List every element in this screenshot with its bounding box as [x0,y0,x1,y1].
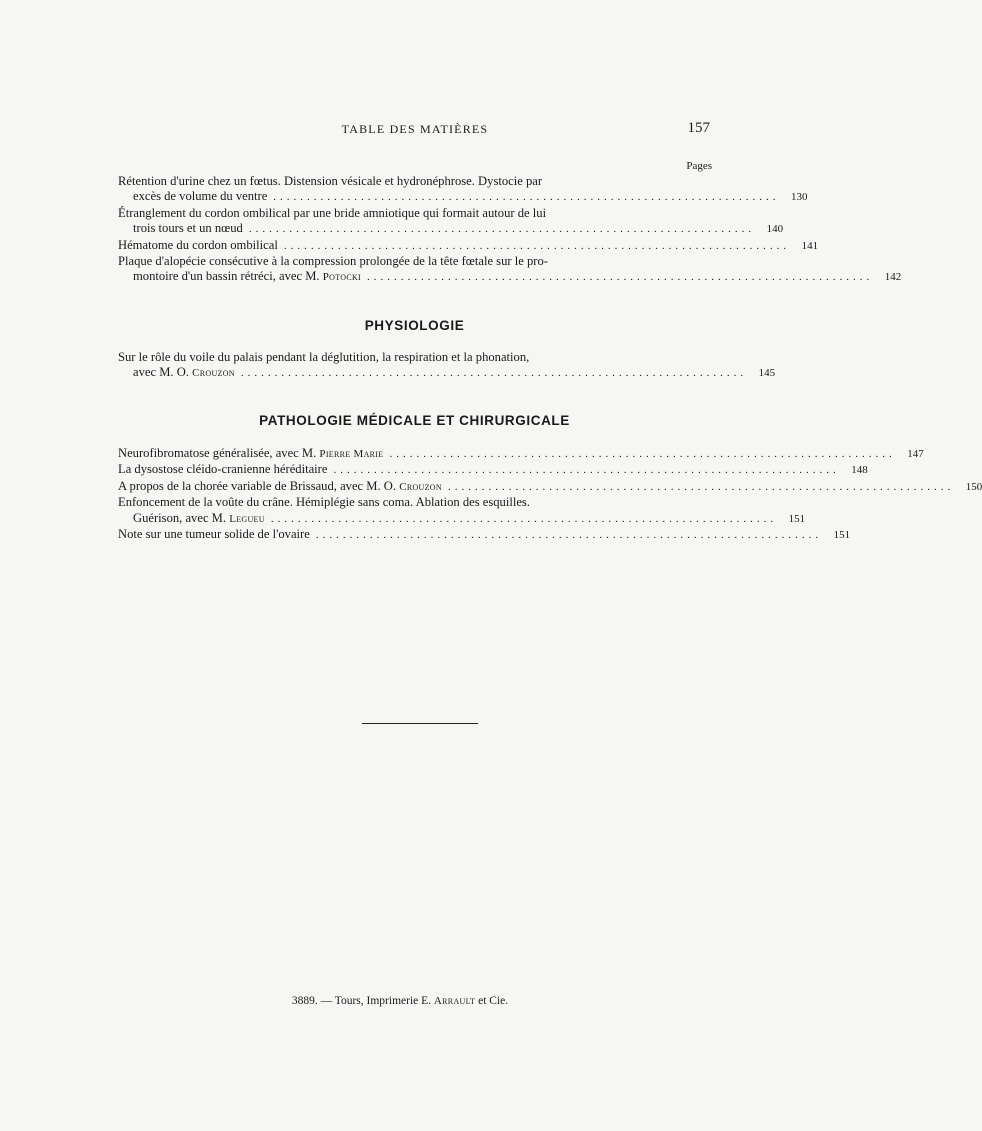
dot-leader: ........................................................................... [333,464,840,477]
dot-leader: ........................................................................... [283,239,791,252]
toc-entry-text: excès de volume du ventre [133,189,268,204]
dot-leader: ........................................................................... [447,480,955,493]
toc-page-number: 130 [791,191,808,204]
toc-page-number: 151 [833,529,851,542]
toc-entry-text: Étranglement du cordon ombilical par une bride amniotique qui formait autour de lui [118,205,547,220]
toc-entry [118,350,776,382]
pages-column-label: Pages [686,160,712,172]
dot-leader: ........................................................................... [270,512,778,525]
section-heading-pathologie: PATHOLOGIE MÉDICALE ET CHIRURGICALE [259,413,570,428]
toc-entry-text: Neurofibromatose généralisée, avec M. [118,446,317,460]
running-title: TABLE DES MATIÈRES [341,122,489,136]
dot-leader: ........................................................................... [389,448,896,460]
toc-entry-text: Plaque d'alopécie consécutive à la compression prolongée de la tête fœtale sur le pro- [118,254,548,269]
toc-entry [118,254,902,286]
imprint-text: 3889. — Tours, Imprimerie E. [291,995,432,1007]
toc-entry [118,174,808,206]
author-name: Crouzon [192,367,235,380]
toc-entry-text: trois tours et un nœud [133,221,243,236]
printer-imprint [0,995,800,1007]
author-name: Crouzon [399,480,442,493]
dot-leader: ........................................................................... [240,367,748,380]
toc-entry-text: avec M. O. [133,365,189,380]
toc-block-physiologie [118,350,776,382]
toc-entry [118,237,819,254]
toc-page-number: 147 [907,448,924,460]
printer-name: Arrault [433,995,476,1007]
page-number: 157 [687,120,710,136]
toc-entry [118,478,982,495]
toc-page-number: 148 [851,464,868,477]
toc-entry [118,462,868,478]
toc-entry-text: Hématome du cordon ombilical [118,237,278,252]
imprint-text: et Cie. [478,995,509,1007]
dot-leader: ........................................................................... [367,271,874,284]
section-heading-physiologie: PHYSIOLOGIE [364,318,465,333]
dot-leader: ........................................................................... [273,191,780,204]
author-name: Legueu [229,512,265,525]
toc-entry-text: montoire d'un bassin rétréci, avec M. [133,269,320,284]
toc-entry-text: La dysostose cléido-cranienne héréditaire [118,462,328,477]
toc-page-number: 140 [766,223,784,236]
author-name: Potocki [322,271,362,284]
running-head [120,122,710,142]
toc-entry-text: Note sur une tumeur solide de l'ovaire [118,527,310,542]
author-name: Pierre Marie [319,448,384,460]
toc-entry-text: Sur le rôle du voile du palais pendant la déglutition, la respiration et la phonation, [118,350,530,364]
toc-entry-text: A propos de la chorée variable de Brissaud, avec M. O. [118,478,397,493]
dot-leader: ........................................................................... [248,223,756,236]
toc-page-number: 151 [788,512,806,525]
toc-entry [118,527,851,543]
toc-entry-text: Enfoncement de la voûte du crâne. Hémiplégie sans coma. Ablation des esquilles. [118,495,530,510]
toc-page-number: 141 [801,239,819,252]
toc-block-pathologie [118,446,982,543]
toc-page-number: 142 [884,271,902,284]
toc-page-number: 145 [758,367,776,380]
dot-leader: ........................................................................... [315,529,823,542]
toc-entry [118,205,784,238]
toc-block-obstetrique [118,174,902,286]
end-rule [362,723,478,724]
toc-page-number: 150 [965,480,982,493]
toc-entry-text: Rétention d'urine chez un fœtus. Distension vésicale et hydronéphrose. Dystocie par [118,174,543,188]
toc-entry-text: Guérison, avec M. [133,510,227,525]
toc-entry [118,495,806,527]
toc-entry [118,446,924,462]
